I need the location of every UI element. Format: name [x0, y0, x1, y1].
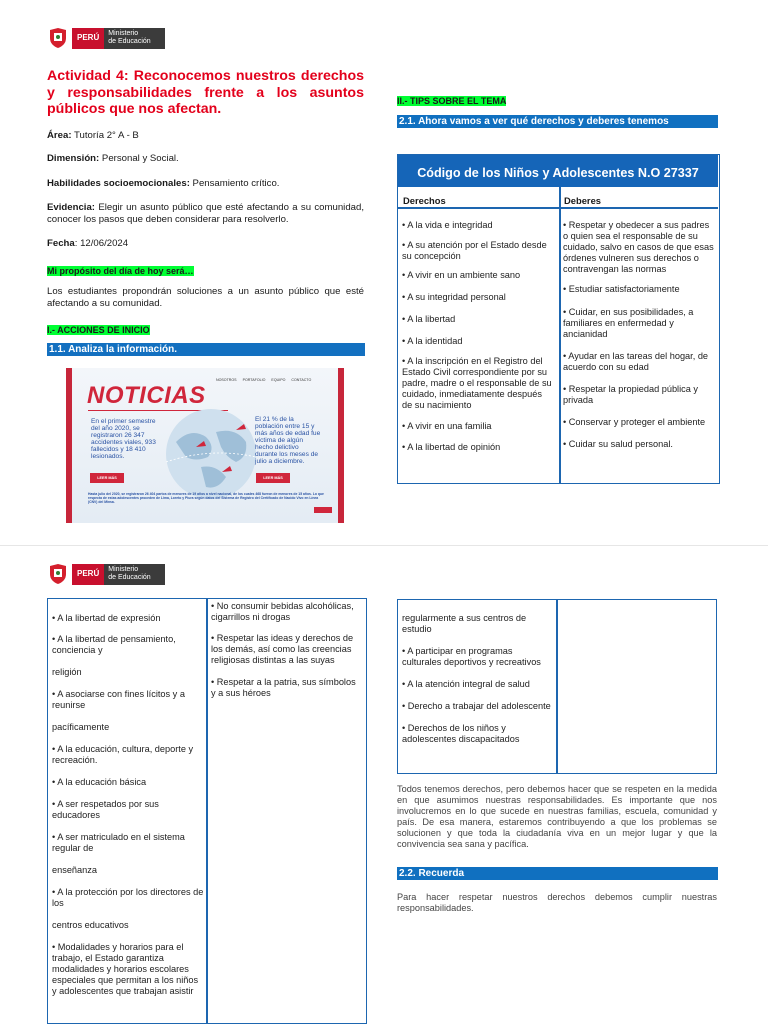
- list-item: • A vivir en un ambiente sano: [402, 270, 521, 280]
- section2-heading: II.- TIPS SOBRE EL TEMA: [397, 96, 507, 106]
- area-line: Área: Tutoría 2° A - B: [47, 130, 139, 141]
- minedu-logo-page2: [48, 563, 165, 585]
- news-read-more-left[interactable]: LEER MÁS: [90, 473, 124, 483]
- peru-shield-icon: [48, 563, 68, 585]
- rights-header: Derechos: [403, 195, 446, 206]
- section1-1-heading: 1.1. Analiza la información.: [47, 343, 365, 356]
- duties-list-continued: [211, 601, 361, 708]
- rights-list-continued-2: [402, 613, 552, 754]
- evidence-line: Evidencia: Elegir un asunto público que esté afectando a su comunidad, conocer los pasos que deben considerar para resolverlo.: [47, 202, 364, 225]
- list-item: • A ser respetados por sus educadores: [52, 799, 159, 820]
- news-right-text: El 21 % de la población entre 15 y más años de edad fue víctima de algún hecho delictivo durante los meses de julio a diciembre.: [255, 416, 321, 465]
- list-item: religión: [52, 667, 82, 677]
- news-image: [66, 368, 344, 523]
- rights-list: [402, 220, 554, 462]
- list-item: • A la libertad de expresión: [52, 613, 161, 623]
- section1-heading: I.- ACCIONES DE INICIO: [47, 325, 150, 335]
- list-item: pacíficamente: [52, 722, 110, 732]
- purpose-heading: Mi propósito del día de hoy será…: [47, 266, 194, 276]
- code-table-title: Código de los Niños y Adolescentes N.O 27337: [398, 155, 718, 187]
- list-item: • Conservar y proteger el ambiente: [563, 417, 706, 427]
- news-read-more-right[interactable]: LEER MÁS: [256, 473, 290, 483]
- list-item: • A su atención por el Estado desde su concepción: [402, 240, 547, 261]
- list-item: • Respetar la propiedad pública y privada: [563, 384, 698, 405]
- list-item: • A su integridad personal: [402, 292, 506, 302]
- ministry-label: Ministerio de Educación: [104, 28, 164, 49]
- code-table-continued: [47, 598, 367, 1024]
- news-left-text: En el primer semestre del año 2020, se registraron 26 347 accidentes viales, 933 fallecidos y 18 410 lesionados.: [91, 418, 156, 460]
- list-item: • A la libertad: [402, 314, 456, 324]
- list-item: • Cuidar, en sus posibilidades, a familiares en enfermedad y ancianidad: [563, 307, 694, 339]
- peru-label: PERÚ: [72, 564, 104, 585]
- list-item: • Cuidar su salud personal.: [563, 439, 673, 449]
- list-item: regularmente a sus centros de estudio: [402, 613, 527, 634]
- list-item: • A la libertad de pensamiento, conciencia y: [52, 634, 176, 655]
- list-item: centros educativos: [52, 920, 129, 930]
- list-item: • A la vida e integridad: [402, 220, 493, 230]
- list-item: • Estudiar satisfactoriamente: [563, 284, 680, 294]
- list-item: • Ayudar en las tareas del hogar, de acuerdo con su edad: [563, 351, 709, 372]
- minedu-logo: [48, 27, 165, 49]
- news-nav: NOSOTROS PORTAFOLIO EQUIPO CONTACTO: [216, 378, 312, 382]
- responsibility-paragraph: Todos tenemos derechos, pero debemos hacer que se respeten en la medida en que asumimos nuestras responsabilidades. Es importante que nos involucremos en lo que sucede en nuestras familias, escuela, comunidad y país. De esa manera, estaremos contribuyendo a que los problemas se solucionen y que toda la ciudadanía viva en un mejor lugar y que la convivencia sea sana y pacífica.: [397, 784, 717, 849]
- list-item: • A ser matriculado en el sistema regular de: [52, 832, 185, 853]
- list-item: • A la protección por los directores de los: [52, 887, 204, 908]
- list-item: • A participar en programas culturales deportivos y recreativos: [402, 646, 541, 667]
- list-item: • A asociarse con fines lícitos y a reunirse: [52, 689, 185, 710]
- recuerda-text: Para hacer respetar nuestros derechos debemos cumplir nuestras responsabilidades.: [397, 892, 717, 913]
- recuerda-heading: 2.2. Recuerda: [397, 867, 718, 880]
- globe-icon: [156, 402, 266, 502]
- rights-list-continued: [52, 613, 204, 1006]
- list-item: • Respetar y obedecer a sus padres o quien sea el responsable de su cuidado, salvo en casos de que esas órdenes vulneren sus derechos o contravengan las normas: [563, 220, 714, 274]
- list-item: • A vivir en una familia: [402, 421, 492, 431]
- list-item: • A la inscripción en el Registro del Estado Civil correspondiente por su padre, madre o el responsable de su cuidado, inmediatamente después de su nacimiento: [402, 356, 552, 410]
- news-title: NOTICIAS: [87, 382, 206, 409]
- duties-list: [563, 220, 715, 459]
- duties-header: Deberes: [564, 195, 602, 206]
- date-line: Fecha: 12/06/2024: [47, 238, 129, 249]
- dimension-line: Dimensión: Personal y Social.: [47, 153, 179, 164]
- list-item: • A la libertad de opinión: [402, 442, 501, 452]
- list-item: • No consumir bebidas alcohólicas, cigarrillos ni drogas: [211, 601, 354, 622]
- ministry-label: Ministerio de Educación: [104, 564, 164, 585]
- section2-1-heading: 2.1. Ahora vamos a ver qué derechos y deberes tenemos: [397, 115, 718, 128]
- list-item: • Modalidades y horarios para el trabajo, el Estado garantiza modalidades y horarios escolares especiales que permitan a los niños y adolescentes que trabajan asistir: [52, 942, 199, 996]
- peru-label: PERÚ: [72, 28, 104, 49]
- list-item: • A la identidad: [402, 336, 463, 346]
- list-item: • A la atención integral de salud: [402, 679, 530, 689]
- code-table-continued-2: [397, 599, 717, 774]
- news-footer: Hasta julio del 2020, se registraron 26 404 partos de menores de 19 años a nivel nacional, de los cuales 468 fueron de menores de 15 años. Lo que respecta de estas adolescentes proceden de Lima, Loreto y Piura según datos del Sistema de Registro del Certificado de Nacido Vivo en Línea (CNV) del Minsa.: [88, 492, 324, 505]
- list-item: • A la educación básica: [52, 777, 147, 787]
- list-item: • A la educación, cultura, deporte y recreación.: [52, 744, 194, 765]
- list-item: • Derechos de los niños y adolescentes discapacitados: [402, 723, 520, 744]
- list-item: • Respetar a la patria, sus símbolos y a sus héroes: [211, 677, 356, 698]
- list-item: • Derecho a trabajar del adolescente: [402, 701, 551, 711]
- purpose-text: Los estudiantes propondrán soluciones a un asunto público que esté afectando a su comunidad.: [47, 286, 364, 309]
- skills-line: Habilidades socioemocionales: Pensamiento crítico.: [47, 178, 280, 189]
- code-table: [397, 154, 720, 484]
- list-item: • Respetar las ideas y derechos de los demás, así como las creencias religiosas distintas a las suyas: [211, 633, 354, 665]
- activity-title: Actividad 4: Reconocemos nuestros derechos y responsabilidades frente a los asuntos públicos que nos afectan.: [47, 68, 364, 117]
- peru-shield-icon: [48, 27, 68, 49]
- list-item: enseñanza: [52, 865, 97, 875]
